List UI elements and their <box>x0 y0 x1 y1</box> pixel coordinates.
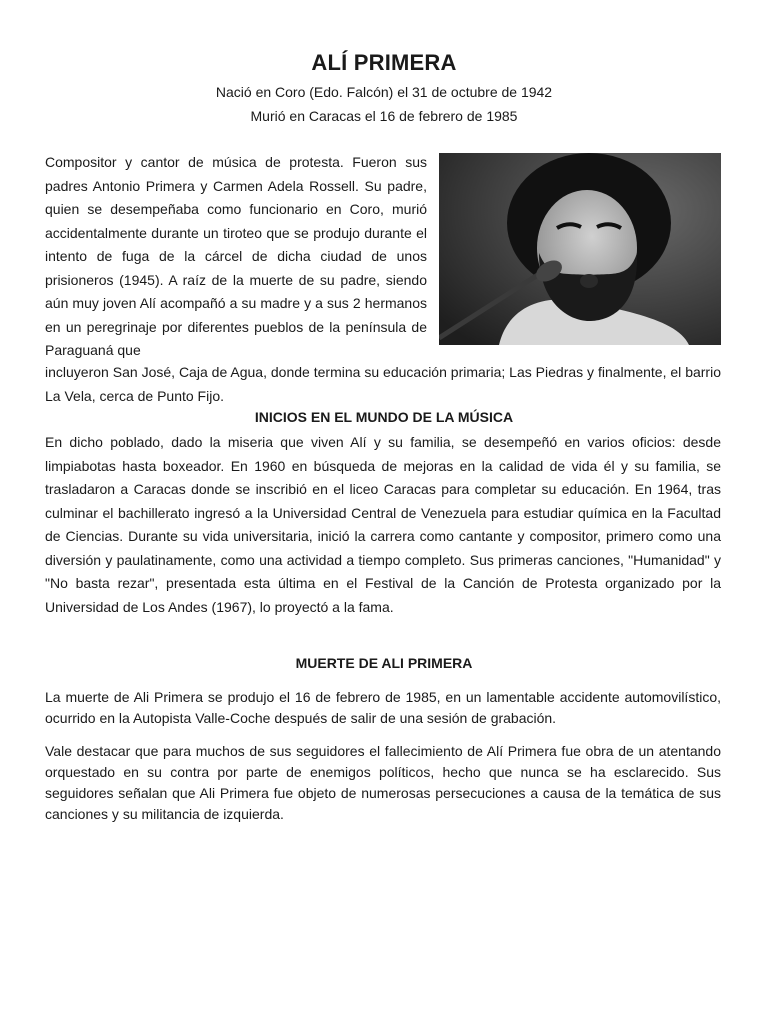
portrait-photo-icon <box>439 153 721 345</box>
portrait-photo <box>439 153 721 345</box>
section-music-paragraph: En dicho poblado, dado la miseria que viven Alí y su familia, se desempeñó en varios oficios: desde limpiabotas hasta boxeador. En 1960 en búsqueda de mejoras en la calidad de vida él y su familia, se trasladaron a Caracas donde se inscribió en el liceo Caracas para completar su educación. En 1964, tras culminar el bachillerato ingresó a la Universidad Central de Venezuela para estudiar química en la Facultad de Ciencias. Durante su vida universitaria, inició la carrera como cantante y compositor, primero como una diversión y paulatinamente, como una actividad a tiempo completo. Sus primeras canciones, "Humanidad" y "No basta rezar", presentada esta última en el Festival de la Canción de Protesta organizado por la Universidad de Los Andes (1967), lo proyectó a la fama. <box>45 434 721 615</box>
section-death-paragraph-2: Vale destacar que para muchos de sus seguidores el fallecimiento de Alí Primera fue obra de un atentando orquestado en su contra por parte de enemigos políticos, hecho que nunca se ha esclarecido. Sus seguidores señalan que Ali Primera fue objeto de numerosas persecuciones a causa de la temática de sus canciones y su militancia de izquierda. <box>45 743 721 822</box>
birth-line: Nació en Coro (Edo. Falcón) el 31 de octubre de 1942 <box>215 84 553 100</box>
section-death-paragraph-1: La muerte de Ali Primera se produjo el 16 de febrero de 1985, en un lamentable accidente automovilístico, ocurrido en la Autopista Valle-Coche después de salir de una sesión de grabación. <box>45 689 721 726</box>
intro-paragraph-continued: incluyeron San José, Caja de Agua, donde termina su educación primaria; Las Piedras y finalmente, el barrio La Vela, cerca de Punto Fijo. <box>45 364 721 404</box>
section-heading-music: INICIOS EN EL MUNDO DE LA MÚSICA <box>254 409 514 425</box>
death-line: Murió en Caracas el 16 de febrero de 1985 <box>250 108 518 124</box>
section-heading-death: MUERTE DE ALI PRIMERA <box>295 655 473 671</box>
page-title: ALÍ PRIMERA <box>311 50 457 75</box>
intro-paragraph: Compositor y cantor de música de protesta. Fueron sus padres Antonio Primera y Carmen Adela Rossell. Su padre, quien se desempeñaba como funcionario en Coro, murió accidentalmente durante un tiroteo que se produjo durante el intento de fuga de la cárcel de dicha ciudad de unos prisioneros (1945). A raíz de la muerte de su padre, siendo aún muy joven Alí acompañó a su madre y a sus 2 hermanos en un peregrinaje por diferentes pueblos de la península de Paraguaná que <box>45 154 427 358</box>
